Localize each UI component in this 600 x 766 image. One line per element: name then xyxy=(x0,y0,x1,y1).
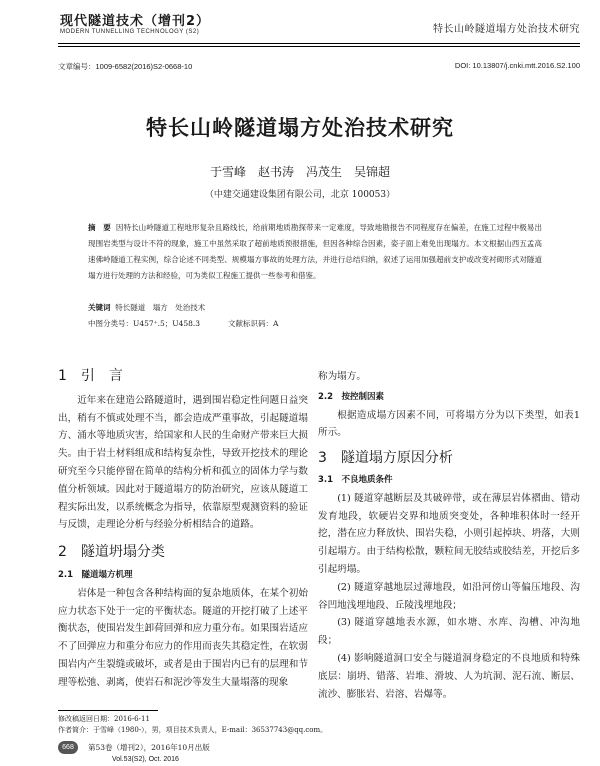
volume-info: 第53卷（增刊2），2016年10月出版 xyxy=(88,743,210,752)
footnote-rule xyxy=(58,710,158,711)
journal-title: 现代隧道技术（增刊2） xyxy=(60,14,211,29)
section-2-2-paragraph: 根据造成塌方因素不同，可将塌方分为以下类型，如表1所示。 xyxy=(318,409,580,439)
running-title: 特长山岭隧道塌方处治技术研究 xyxy=(433,24,580,35)
left-column xyxy=(58,368,308,692)
abstract xyxy=(88,220,542,284)
classification xyxy=(88,318,306,329)
list-item-1: (1) 隧道穿越断层及其破碎带，或在薄层岩体褶曲、错动发育地段，软硬岩交界和地质突变处，各种堆积体时一经开挖，潜在应力释放快、围岩失稳，小则引起掉块、坍落，大则引起塌方。由于结构松散，颗粒间无胶结或胶结差，开挖后多引起坍塌。 xyxy=(318,492,580,575)
journal-title-en: MODERN TUNNELLING TECHNOLOGY (S2) xyxy=(60,29,200,35)
document-code: 文献标识码：A xyxy=(228,319,279,328)
continued-text: 称为塌方。 xyxy=(318,371,366,382)
right-column xyxy=(318,368,580,703)
footnote-author: 作者简介：于雪峰（1980-），男，项目技术负责人，E-mail：36537743@qq.com。 xyxy=(58,726,328,734)
keywords xyxy=(88,302,205,313)
authors: 于雪峰 赵书涛 冯茂生 吴锦超 xyxy=(209,165,390,179)
list-item-3: (3) 隧道穿越地表水源，如水塘、水库、沟槽、冲沟地段； xyxy=(318,617,580,647)
section-2-2-heading: 2.2 按控制因素 xyxy=(318,391,385,402)
paper-title: 特长山岭隧道塌方处治技术研究 xyxy=(146,116,454,140)
footnote-received: 修改稿返回日期：2016-6-11 xyxy=(58,715,150,723)
section-2-heading: 2 隧道坍塌分类 xyxy=(58,544,165,561)
section-1-paragraph: 近年来在建造公路隧道时，遇到围岩稳定性问题日益突出，稍有不慎或处理不当，都会造成严重事故，引起隧道塌方、涌水等地质灾害，给国家和人民的生命财产带来巨大损失。由于岩土材料组成和结构复杂性，导致开挖技术的理论研究至今只能停留在简单的结构分析和孤立的固体力学与数值分析领域。因此对于隧道塌方的防治研究，应该从隧道工程实际出发，以系统概念为指导，依靠原型观测资料的验证与反馈，走理论分析与经验分析相结合的道路。 xyxy=(58,394,308,531)
article-number: 文章编号：1009-6582(2016)S2-0668-10 xyxy=(58,62,193,71)
header-rule xyxy=(58,43,580,44)
list-item-4: (4) 影响隧道洞口安全与隧道洞身稳定的不良地质和特殊底层：崩坍、错落、岩堆、滑坡、人为坑洞、泥石流、断层、流沙、膨胀岩、岩溶、岩爆等。 xyxy=(318,652,580,700)
doi: DOI: 10.13807/j.cnki.mtt.2016.S2.100 xyxy=(454,61,580,70)
abstract-label: 摘 要 xyxy=(88,223,111,232)
section-2-1-paragraph: 岩体是一种包含各种结构面的复杂地质体，在某个初始应力状态下处于一定的平衡状态。隧道的开挖打破了上述平衡状态，使围岩发生卸荷回弹和应力重分布。如果围岩适应不了回弹应力和重分布应力的作用而丧失其稳定性，在软弱围岩内产生裂缝或破坏，或者是由于围岩内已有的层理和节理等松弛、剥离，使岩石和泥沙等发生大量塌落的现象 xyxy=(58,587,308,688)
section-1-heading: 1 引 言 xyxy=(58,368,123,384)
volume-info-en: Vol.53(S2), Oct. 2016 xyxy=(112,756,179,763)
section-3-heading: 3 隧道塌方原因分析 xyxy=(318,450,453,467)
clc-number: 中图分类号：U457⁺.5；U458.3 xyxy=(88,319,201,328)
page-number: 668 xyxy=(58,741,78,754)
header-rule-thin xyxy=(58,46,580,47)
affiliation: （中建交通建设集团有限公司，北京 100053） xyxy=(204,190,396,200)
keywords-label: 关键词 xyxy=(88,303,111,312)
keywords-text: 特长隧道 塌方 处治技术 xyxy=(115,303,206,312)
list-item-2: (2) 隧道穿越地层过薄地段，如沿河傍山等偏压地段、沟谷凹地浅埋地段、丘陵浅埋地段； xyxy=(318,581,580,611)
section-3-1-heading: 3.1 不良地质条件 xyxy=(318,474,393,485)
abstract-text: 因特长山岭隧道工程地形复杂且路线长，给前期地质勘探带来一定难度，导致地勘报告不同程度存在偏差，在施工过程中极易出现围岩类型与设计不符的现象，施工中虽然采取了超前地质预报措施，但因各种综合因素，姿子面上难免出现塌方。本文根据山西五孟高速佛岭隧道工程实例，综合论述不同类型、规模塌方事故的处理方法，并进行总结归纳，叙述了运用加强超前支护或改变衬砌形式对隧道塌方进行处理的方法和经验，可为类似工程施工提供一些参考和借鉴。 xyxy=(88,223,542,280)
section-2-1-heading: 2.1 隧道塌方机理 xyxy=(58,569,133,580)
